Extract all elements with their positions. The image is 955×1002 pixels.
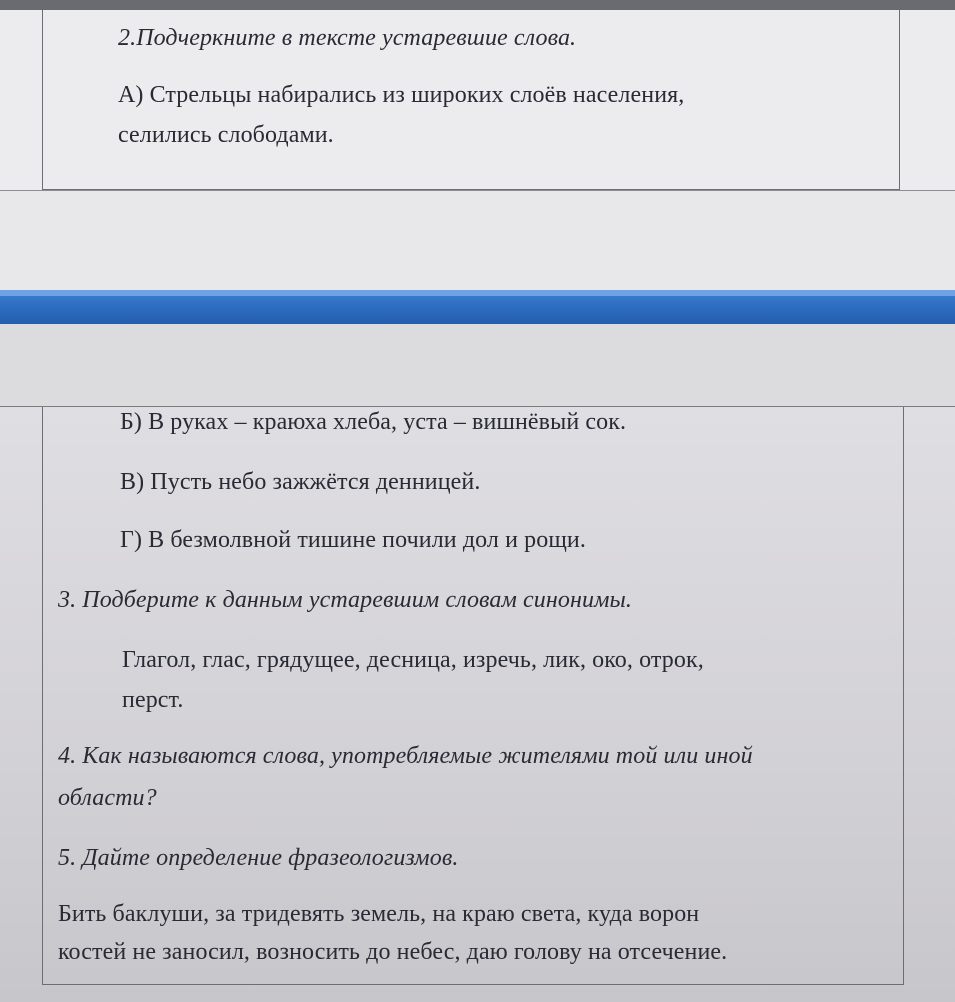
task2-item-g: Г) В безмолвной тишине почили дол и рощи. <box>120 527 586 553</box>
task5-line2: костей не заносил, возносить до небес, даю голову на отсечение. <box>58 939 728 965</box>
ribbon-highlight <box>0 290 955 296</box>
task2-title: 2.Подчеркните в тексте устаревшие слова. <box>118 25 577 51</box>
top-dark-strip <box>0 0 955 10</box>
task2-item-b: Б) В руках – краюха хлеба, уста – вишнёвый сок. <box>120 409 627 435</box>
task2-item-a-line2: селились слободами. <box>118 122 334 148</box>
task3-words-line1: Глагол, глас, грядущее, десница, изречь, лик, око, отрок, <box>122 647 704 673</box>
page-bottom-margin <box>0 190 955 291</box>
task5-title: 5. Дайте определение фразеологизмов. <box>58 845 459 871</box>
task3-title: 3. Подберите к данным устаревшим словам синонимы. <box>58 587 632 613</box>
task4-title-line2: области? <box>58 785 157 811</box>
document-page-top <box>0 10 955 190</box>
task4-title-line1: 4. Как называются слова, употребляемые жителями той или иной <box>58 743 753 769</box>
task2-item-v: В) Пусть небо зажжётся денницей. <box>120 469 481 495</box>
task2-item-a-line1: А) Стрельцы набирались из широких слоёв населения, <box>118 82 685 108</box>
page-gap <box>0 324 955 406</box>
task3-words-line2: перст. <box>122 687 184 713</box>
document-page-bottom <box>0 406 955 1002</box>
task5-line1: Бить баклуши, за тридевять земель, на краю света, куда ворон <box>58 901 700 927</box>
